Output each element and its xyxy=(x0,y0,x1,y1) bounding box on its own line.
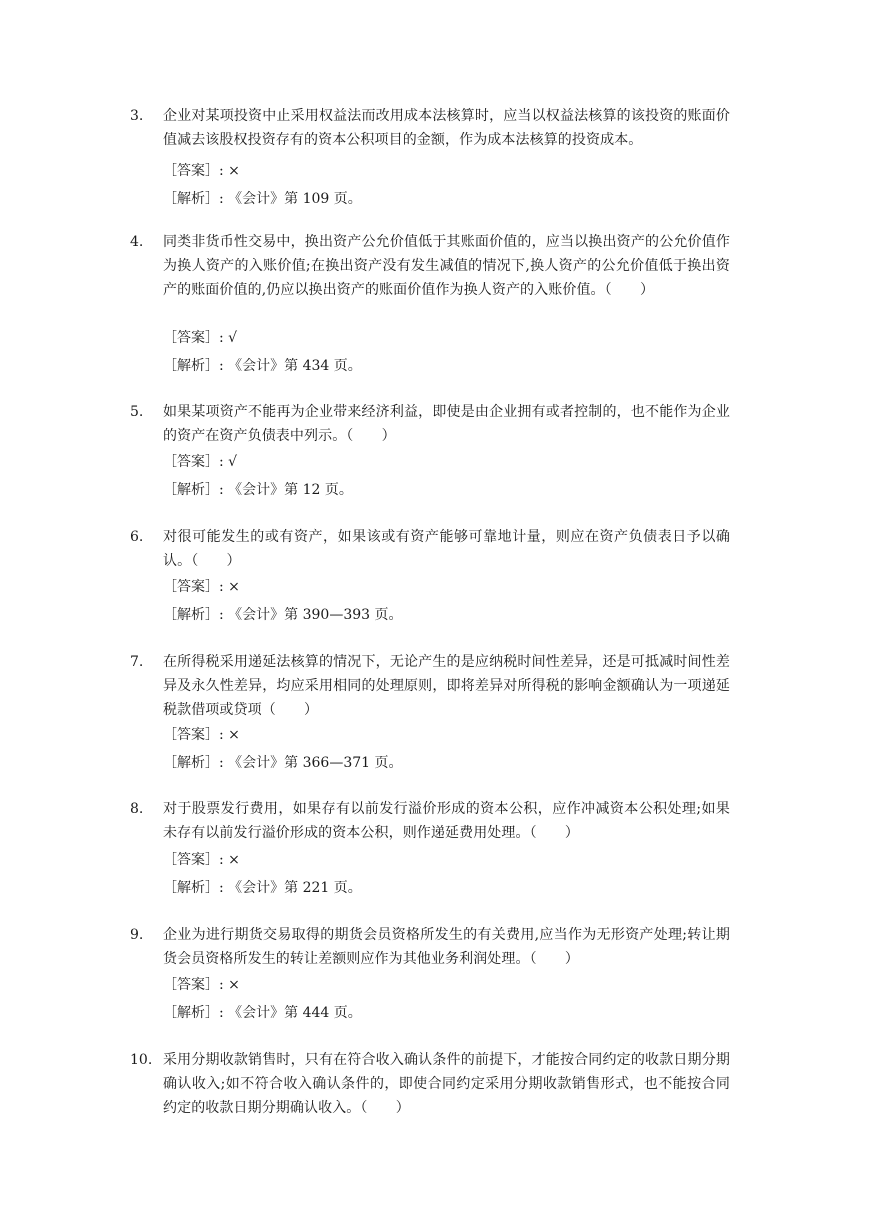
analysis-line: ［解析］: 《会计》第 390—393 页。 xyxy=(163,607,403,623)
answer-line: ［答案］: × xyxy=(163,163,240,179)
analysis-line: ［解析］: 《会计》第 444 页。 xyxy=(163,1005,362,1021)
analysis-line: ［解析］: 《会计》第 434 页。 xyxy=(163,358,362,374)
question-text: 同类非货币性交易中，换出资产公允价值低于其账面价值的，应当以换出资产的公允价值作为换人资产的入账价值;在换出资产没有发生减值的情况下,换人资产的公允价值低于换出资产的账面价值的,仍应以换出资产的账面价值作为换人资产的入账价值。（ ） xyxy=(163,234,730,298)
answer-line: ［答案］: × xyxy=(163,579,240,595)
question-number: 3. xyxy=(130,108,144,124)
question-text: 在所得税采用递延法核算的情况下，无论产生的是应纳税时间性差异，还是可抵减时间性差异及永久性差异，均应采用相同的处理原则，即将差异对所得税的影响金额确认为一项递延税款借项或贷项（ ） xyxy=(163,654,730,718)
question-number: 6. xyxy=(130,529,144,545)
question-text: 对很可能发生的或有资产，如果该或有资产能够可靠地计量，则应在资产负债表日予以确认。（ ） xyxy=(163,529,730,569)
question-number: 9. xyxy=(130,927,144,943)
answer-line: ［答案］: × xyxy=(163,977,240,993)
answer-line: ［答案］: × xyxy=(163,852,240,868)
analysis-line: ［解析］: 《会计》第 221 页。 xyxy=(163,880,362,896)
question-text: 对于股票发行费用，如果存有以前发行溢价形成的资本公积，应作冲减资本公积处理;如果未存有以前发行溢价形成的资本公积，则作递延费用处理。（ ） xyxy=(163,801,730,841)
answer-line: ［答案］: √ xyxy=(163,454,238,470)
question-number: 10. xyxy=(130,1052,153,1068)
answer-line: ［答案］: √ xyxy=(163,330,238,346)
analysis-line: ［解析］: 《会计》第 366—371 页。 xyxy=(163,755,403,771)
question-text: 采用分期收款销售时，只有在符合收入确认条件的前提下，才能按合同约定的收款日期分期确认收入;如不符合收入确认条件的，即使合同约定采用分期收款销售形式，也不能按合同约定的收款日期分期确认收入。（ ） xyxy=(163,1052,730,1116)
analysis-line: ［解析］: 《会计》第 12 页。 xyxy=(163,482,353,498)
question-text: 企业为进行期货交易取得的期货会员资格所发生的有关费用,应当作为无形资产处理;转让期货会员资格所发生的转让差额则应作为其他业务利润处理。（ ） xyxy=(163,927,730,967)
question-text: 如果某项资产不能再为企业带来经济利益，即使是由企业拥有或者控制的，也不能作为企业的资产在资产负债表中列示。（ ） xyxy=(163,404,730,444)
question-number: 5. xyxy=(130,404,144,420)
question-text: 企业对某项投资中止采用权益法而改用成本法核算时，应当以权益法核算的该投资的账面价值减去该股权投资存有的资本公积项目的金额，作为成本法核算的投资成本。 xyxy=(163,108,730,148)
question-number: 8. xyxy=(130,801,144,817)
question-number: 7. xyxy=(130,654,144,670)
question-number: 4. xyxy=(130,234,144,250)
analysis-line: ［解析］: 《会计》第 109 页。 xyxy=(163,191,362,207)
answer-line: ［答案］: × xyxy=(163,727,240,743)
